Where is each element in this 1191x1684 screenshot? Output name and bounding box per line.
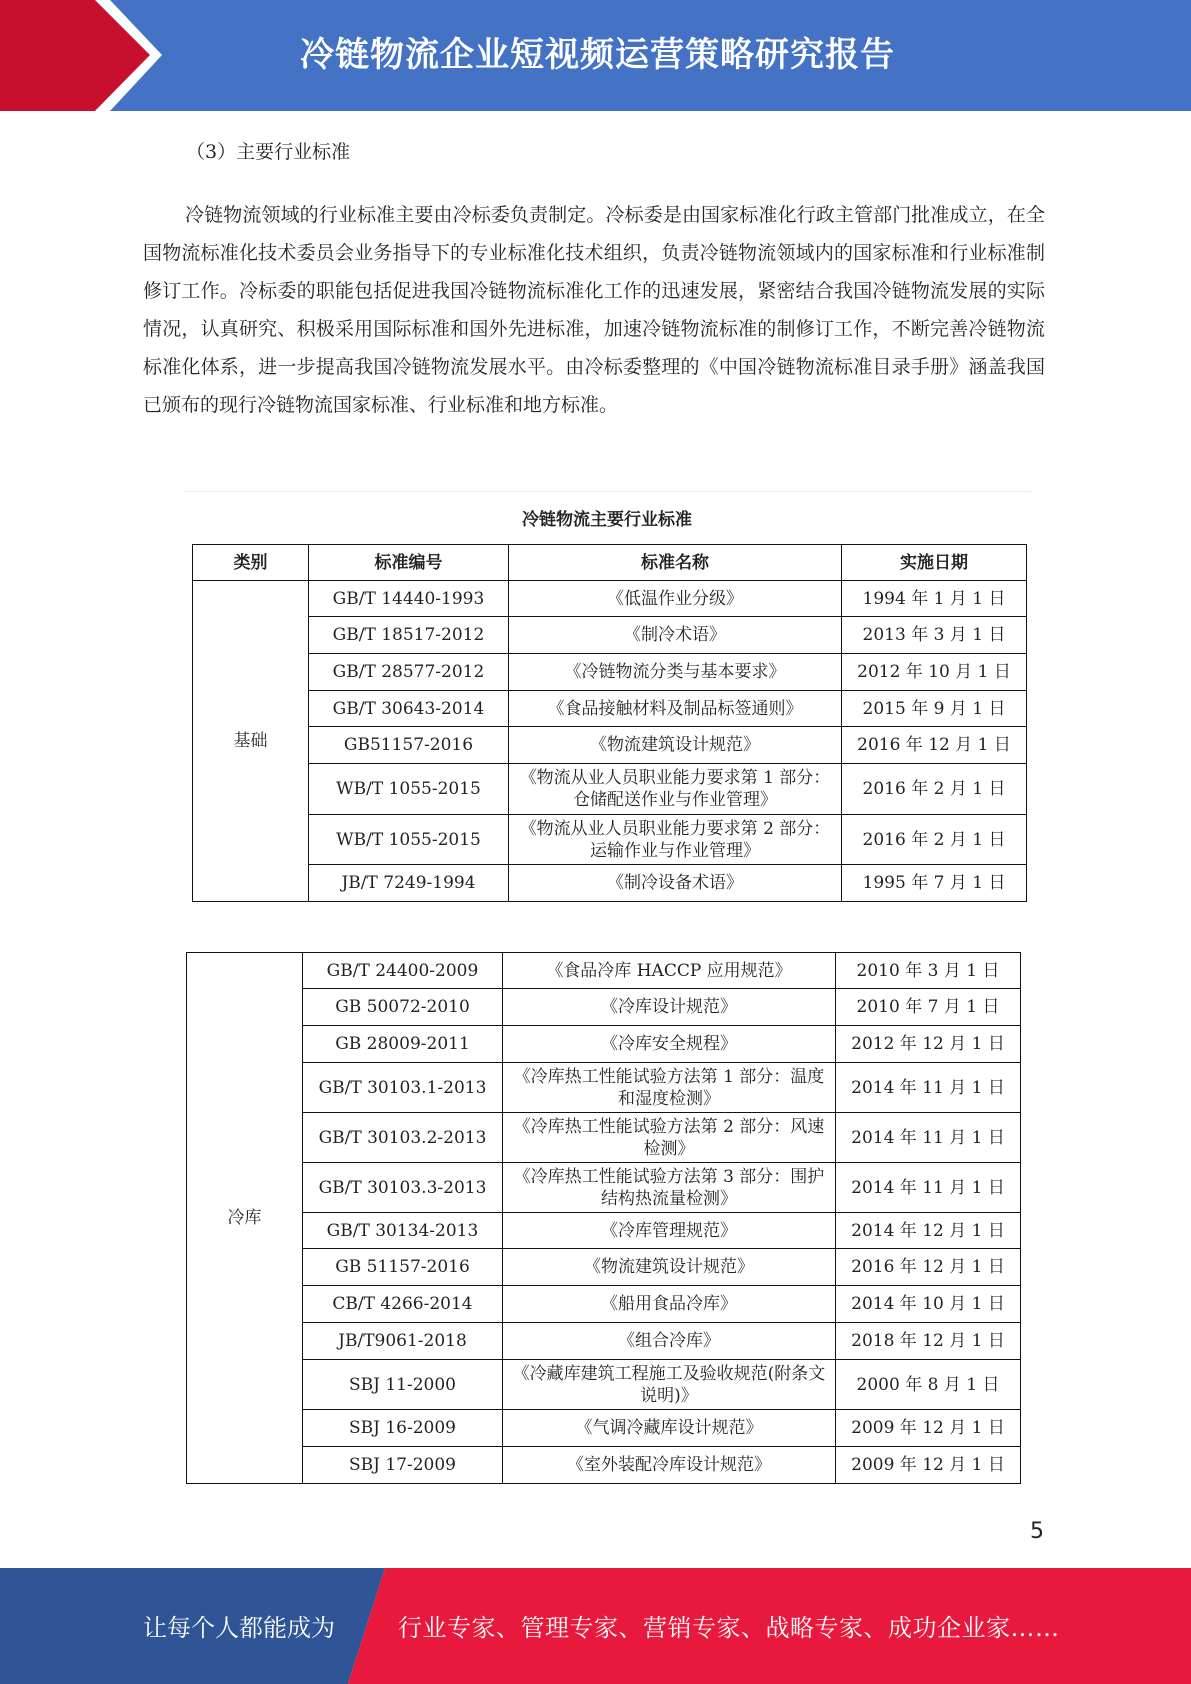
effective-date-cell: 2016 年 12 月 1 日 — [842, 727, 1027, 764]
standard-name-cell: 《船用食品冷库》 — [503, 1286, 836, 1323]
table-row — [193, 581, 1027, 617]
divider — [183, 491, 1031, 492]
table-row — [187, 1113, 1021, 1163]
effective-date-cell: 1995 年 7 月 1 日 — [842, 865, 1027, 902]
standard-name-cell: 《组合冷库》 — [503, 1323, 836, 1360]
section-subheading: （3）主要行业标准 — [186, 141, 351, 163]
standard-code-cell: SBJ 17-2009 — [303, 1447, 503, 1484]
standard-name-cell: 《低温作业分级》 — [509, 581, 842, 617]
standard-code-cell: GB51157-2016 — [309, 727, 509, 764]
standard-name-cell: 《制冷设备术语》 — [509, 865, 842, 902]
standard-code-cell: GB/T 30643-2014 — [309, 691, 509, 727]
table-row — [187, 1286, 1021, 1323]
table-row — [187, 953, 1021, 989]
effective-date-cell: 2014 年 11 月 1 日 — [836, 1163, 1021, 1213]
standard-name-cell: 《冷库热工性能试验方法第 3 部分：围护结构热流量检测》 — [503, 1163, 836, 1213]
standards-table-part2 — [186, 952, 1021, 1484]
standard-code-cell: JB/T 7249-1994 — [309, 865, 509, 902]
table-row — [193, 654, 1027, 691]
standard-code-cell: GB 51157-2016 — [303, 1249, 503, 1286]
effective-date-cell: 2014 年 11 月 1 日 — [836, 1113, 1021, 1163]
standard-code-cell: GB/T 30103.1-2013 — [303, 1063, 503, 1113]
standard-name-cell: 《物流建筑设计规范》 — [509, 727, 842, 764]
effective-date-cell: 2016 年 12 月 1 日 — [836, 1249, 1021, 1286]
table-header-row — [193, 545, 1027, 581]
effective-date-cell: 2010 年 7 月 1 日 — [836, 989, 1021, 1026]
table-row — [187, 1213, 1021, 1249]
table-row — [187, 1447, 1021, 1484]
standard-name-cell: 《冷链物流分类与基本要求》 — [509, 654, 842, 691]
standard-code-cell: GB/T 30103.2-2013 — [303, 1113, 503, 1163]
effective-date-cell: 2014 年 11 月 1 日 — [836, 1063, 1021, 1113]
table-row — [187, 1323, 1021, 1360]
standard-name-cell: 《气调冷藏库设计规范》 — [503, 1410, 836, 1447]
standard-name-cell: 《食品接触材料及制品标签通则》 — [509, 691, 842, 727]
standard-name-cell: 《制冷术语》 — [509, 617, 842, 654]
category-cell: 基础 — [193, 581, 309, 902]
effective-date-cell: 2000 年 8 月 1 日 — [836, 1360, 1021, 1410]
standard-name-cell: 《冷库设计规范》 — [503, 989, 836, 1026]
standard-name-cell: 《物流从业人员职业能力要求第 1 部分：仓储配送作业与作业管理》 — [509, 764, 842, 815]
standard-code-cell: CB/T 4266-2014 — [303, 1286, 503, 1323]
effective-date-cell: 2016 年 2 月 1 日 — [842, 815, 1027, 865]
table-row — [187, 1026, 1021, 1063]
effective-date-cell: 2018 年 12 月 1 日 — [836, 1323, 1021, 1360]
effective-date-cell: 2009 年 12 月 1 日 — [836, 1410, 1021, 1447]
table-row — [193, 691, 1027, 727]
table-title: 冷链物流主要行业标准 — [522, 510, 692, 530]
effective-date-cell: 2014 年 12 月 1 日 — [836, 1213, 1021, 1249]
standard-code-cell: GB/T 28577-2012 — [309, 654, 509, 691]
standard-code-cell: SBJ 11-2000 — [303, 1360, 503, 1410]
header-code: 标准编号 — [309, 545, 509, 581]
standard-code-cell: GB/T 18517-2012 — [309, 617, 509, 654]
standard-code-cell: SBJ 16-2009 — [303, 1410, 503, 1447]
effective-date-cell: 1994 年 1 月 1 日 — [842, 581, 1027, 617]
footer-slogan: 让每个人都能成为 — [143, 1614, 335, 1642]
standard-code-cell: GB/T 30103.3-2013 — [303, 1163, 503, 1213]
table-row — [193, 727, 1027, 764]
standard-code-cell: GB/T 24400-2009 — [303, 953, 503, 989]
standards-table-part1 — [192, 544, 1027, 902]
standard-code-cell: WB/T 1055-2015 — [309, 815, 509, 865]
table-body-part2 — [187, 953, 1021, 1484]
category-cell: 冷库 — [187, 953, 303, 1484]
table-row — [187, 1163, 1021, 1213]
table-row — [187, 989, 1021, 1026]
standard-name-cell: 《物流从业人员职业能力要求第 2 部分：运输作业与作业管理》 — [509, 815, 842, 865]
standard-code-cell: WB/T 1055-2015 — [309, 764, 509, 815]
effective-date-cell: 2015 年 9 月 1 日 — [842, 691, 1027, 727]
standard-name-cell: 《冷藏库建筑工程施工及验收规范(附条文说明)》 — [503, 1360, 836, 1410]
table-row — [187, 1063, 1021, 1113]
page-header — [0, 0, 1191, 111]
effective-date-cell: 2012 年 12 月 1 日 — [836, 1026, 1021, 1063]
footer-roles: 行业专家、管理专家、营销专家、战略专家、成功企业家…… — [398, 1614, 1060, 1642]
report-title: 冷链物流企业短视频运营策略研究报告 — [300, 35, 895, 75]
effective-date-cell: 2013 年 3 月 1 日 — [842, 617, 1027, 654]
standard-code-cell: GB 50072-2010 — [303, 989, 503, 1026]
header-name: 标准名称 — [509, 545, 842, 581]
section-paragraph: 冷链物流领域的行业标准主要由冷标委负责制定。冷标委是由国家标准化行政主管部门批准成立，在全国物流标准化技术委员会业务指导下的专业标准化技术组织，负责冷链物流领域内的国家标准和行业标准制修订工作。冷标委的职能包括促进我国冷链物流标准化工作的迅速发展，紧密结合我国冷链物流发展的实际情况，认真研究、积极采用国际标准和国外先进标准，加速冷链物流标准的制修订工作，不断完善冷链物流标准化体系，进一步提高我国冷链物流发展水平。由冷标委整理的《中国冷链物流标准目录手册》涵盖我国已颁布的现行冷链物流国家标准、行业标准和地方标准。 — [143, 204, 1045, 416]
standard-name-cell: 《食品冷库 HACCP 应用规范》 — [503, 953, 836, 989]
standard-name-cell: 《冷库管理规范》 — [503, 1213, 836, 1249]
table-body-part1 — [193, 581, 1027, 902]
standard-code-cell: GB 28009-2011 — [303, 1026, 503, 1063]
standard-name-cell: 《冷库安全规程》 — [503, 1026, 836, 1063]
header-category: 类别 — [193, 545, 309, 581]
standard-code-cell: GB/T 14440-1993 — [309, 581, 509, 617]
standard-code-cell: GB/T 30134-2013 — [303, 1213, 503, 1249]
effective-date-cell: 2009 年 12 月 1 日 — [836, 1447, 1021, 1484]
effective-date-cell: 2010 年 3 月 1 日 — [836, 953, 1021, 989]
table-row — [193, 815, 1027, 865]
standard-name-cell: 《室外装配冷库设计规范》 — [503, 1447, 836, 1484]
standard-name-cell: 《物流建筑设计规范》 — [503, 1249, 836, 1286]
standard-name-cell: 《冷库热工性能试验方法第 2 部分：风速检测》 — [503, 1113, 836, 1163]
header-date: 实施日期 — [842, 545, 1027, 581]
effective-date-cell: 2016 年 2 月 1 日 — [842, 764, 1027, 815]
table-row — [193, 764, 1027, 815]
page-number: 5 — [1030, 1519, 1044, 1544]
table-row — [193, 865, 1027, 902]
effective-date-cell: 2014 年 10 月 1 日 — [836, 1286, 1021, 1323]
table-row — [193, 617, 1027, 654]
table-row — [187, 1360, 1021, 1410]
standard-name-cell: 《冷库热工性能试验方法第 1 部分：温度和湿度检测》 — [503, 1063, 836, 1113]
page-footer — [0, 1568, 1191, 1684]
table-row — [187, 1249, 1021, 1286]
effective-date-cell: 2012 年 10 月 1 日 — [842, 654, 1027, 691]
table-row — [187, 1410, 1021, 1447]
standard-code-cell: JB/T9061-2018 — [303, 1323, 503, 1360]
